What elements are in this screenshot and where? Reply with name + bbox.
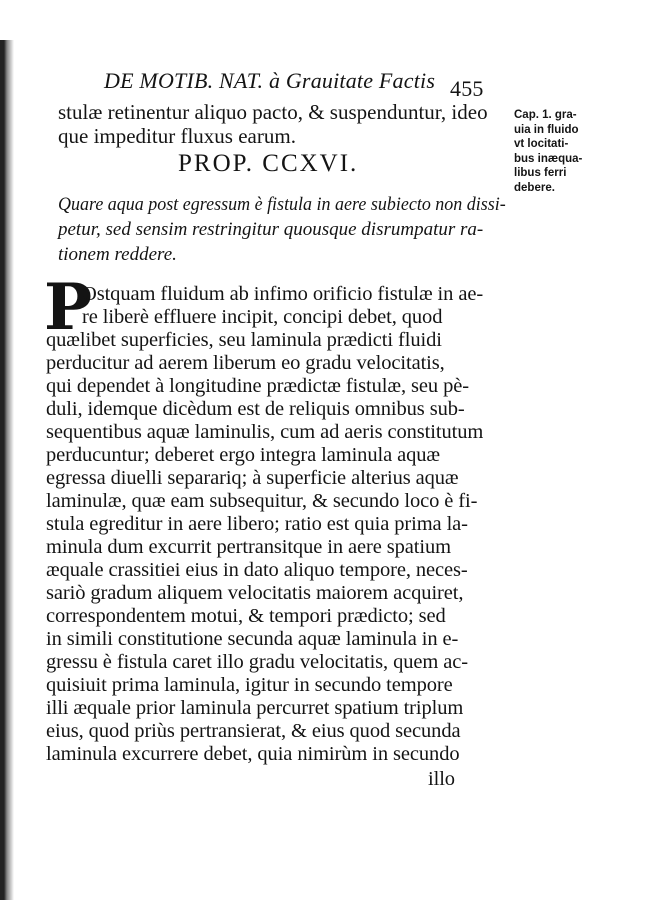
running-header bbox=[104, 68, 494, 101]
body-line: duli, idemque dicèdum est de reliquis omnibus sub- bbox=[46, 398, 465, 420]
margin-note-line: uia in fluido bbox=[514, 123, 579, 136]
margin-note-line: Cap. 1. gra- bbox=[514, 109, 577, 121]
intro-line-1: stulæ retinentur aliquo pacto, & suspenduntur, ideo bbox=[58, 100, 488, 124]
margin-note bbox=[514, 108, 594, 195]
body-line: in simili constitutione secunda aquæ laminula in e- bbox=[46, 628, 459, 650]
body-line: qui dependet à longitudine prædictæ fistulæ, seu pè- bbox=[46, 375, 469, 397]
body-line: sequentibus aquæ laminulis, cum ad aeris constitutum bbox=[46, 421, 484, 443]
body-line: quisiuit prima laminula, igitur in secundo tempore bbox=[46, 674, 453, 696]
body-line: perducuntur; deberet ergo integra laminula aquæ bbox=[46, 444, 440, 466]
body-line: stula egreditur in aere libero; ratio est quia prima la- bbox=[46, 513, 468, 535]
body-line: gressu è fistula caret illo gradu velocitatis, quem ac- bbox=[46, 651, 468, 673]
body-line: laminula excurrere debet, quia nimirùm in secundo bbox=[46, 743, 460, 765]
body-line: sariò gradum aliquem velocitatis maiorem acquiret, bbox=[46, 582, 464, 604]
margin-note-line: bus inæqua- bbox=[514, 152, 583, 165]
proposition-title: PROP. CCXVI. bbox=[178, 150, 359, 177]
page-number: 455 bbox=[450, 76, 484, 101]
body-line: re liberè effluere incipit, concipi debet, quod bbox=[82, 306, 443, 328]
body-line: egressa diuelli separariq; à superficie alterius aquæ bbox=[46, 467, 459, 489]
margin-note-line: debere. bbox=[514, 181, 555, 194]
proposition-statement-line: petur, sed sensim restringitur quousque disrumpatur ra- bbox=[58, 219, 484, 240]
body-line: perducitur ad aerem liberum eo gradu velocitatis, bbox=[46, 352, 445, 374]
body-line: Ostquam fluidum ab infimo orificio fistulæ in ae- bbox=[82, 283, 484, 305]
body-line: æquale crassitiei eius in dato aliquo tempore, neces- bbox=[46, 559, 468, 581]
page-binding-edge bbox=[0, 40, 14, 900]
drop-cap: P bbox=[44, 270, 93, 345]
intro-line-2: que impeditur fluxus earum. bbox=[58, 124, 296, 148]
body-line: correspondentem motui, & tempori prædicto; sed bbox=[46, 605, 446, 627]
body-line: illi æquale prior laminula percurret spatium triplum bbox=[46, 697, 464, 719]
catchword: illo bbox=[428, 768, 455, 790]
body-line: laminulæ, quæ eam subsequitur, & secundo loco è fi- bbox=[46, 490, 478, 512]
proposition-statement-line: tionem reddere. bbox=[58, 244, 177, 265]
body-line: quælibet superficies, seu laminula prædicti fluidi bbox=[46, 329, 442, 351]
margin-note-line: libus ferri bbox=[514, 167, 567, 179]
running-head-title: DE MOTIB. NAT. à Grauitate Factis bbox=[104, 68, 436, 93]
proposition-statement-line: Quare aqua post egressum è fistula in aere subiecto non dissi- bbox=[58, 194, 506, 215]
body-line: minula dum excurrit pertransitque in aere spatium bbox=[46, 536, 451, 558]
margin-note-line: vt locitati- bbox=[514, 138, 569, 150]
body-line: eius, quod priùs pertransierat, & eius quod secunda bbox=[46, 720, 461, 742]
